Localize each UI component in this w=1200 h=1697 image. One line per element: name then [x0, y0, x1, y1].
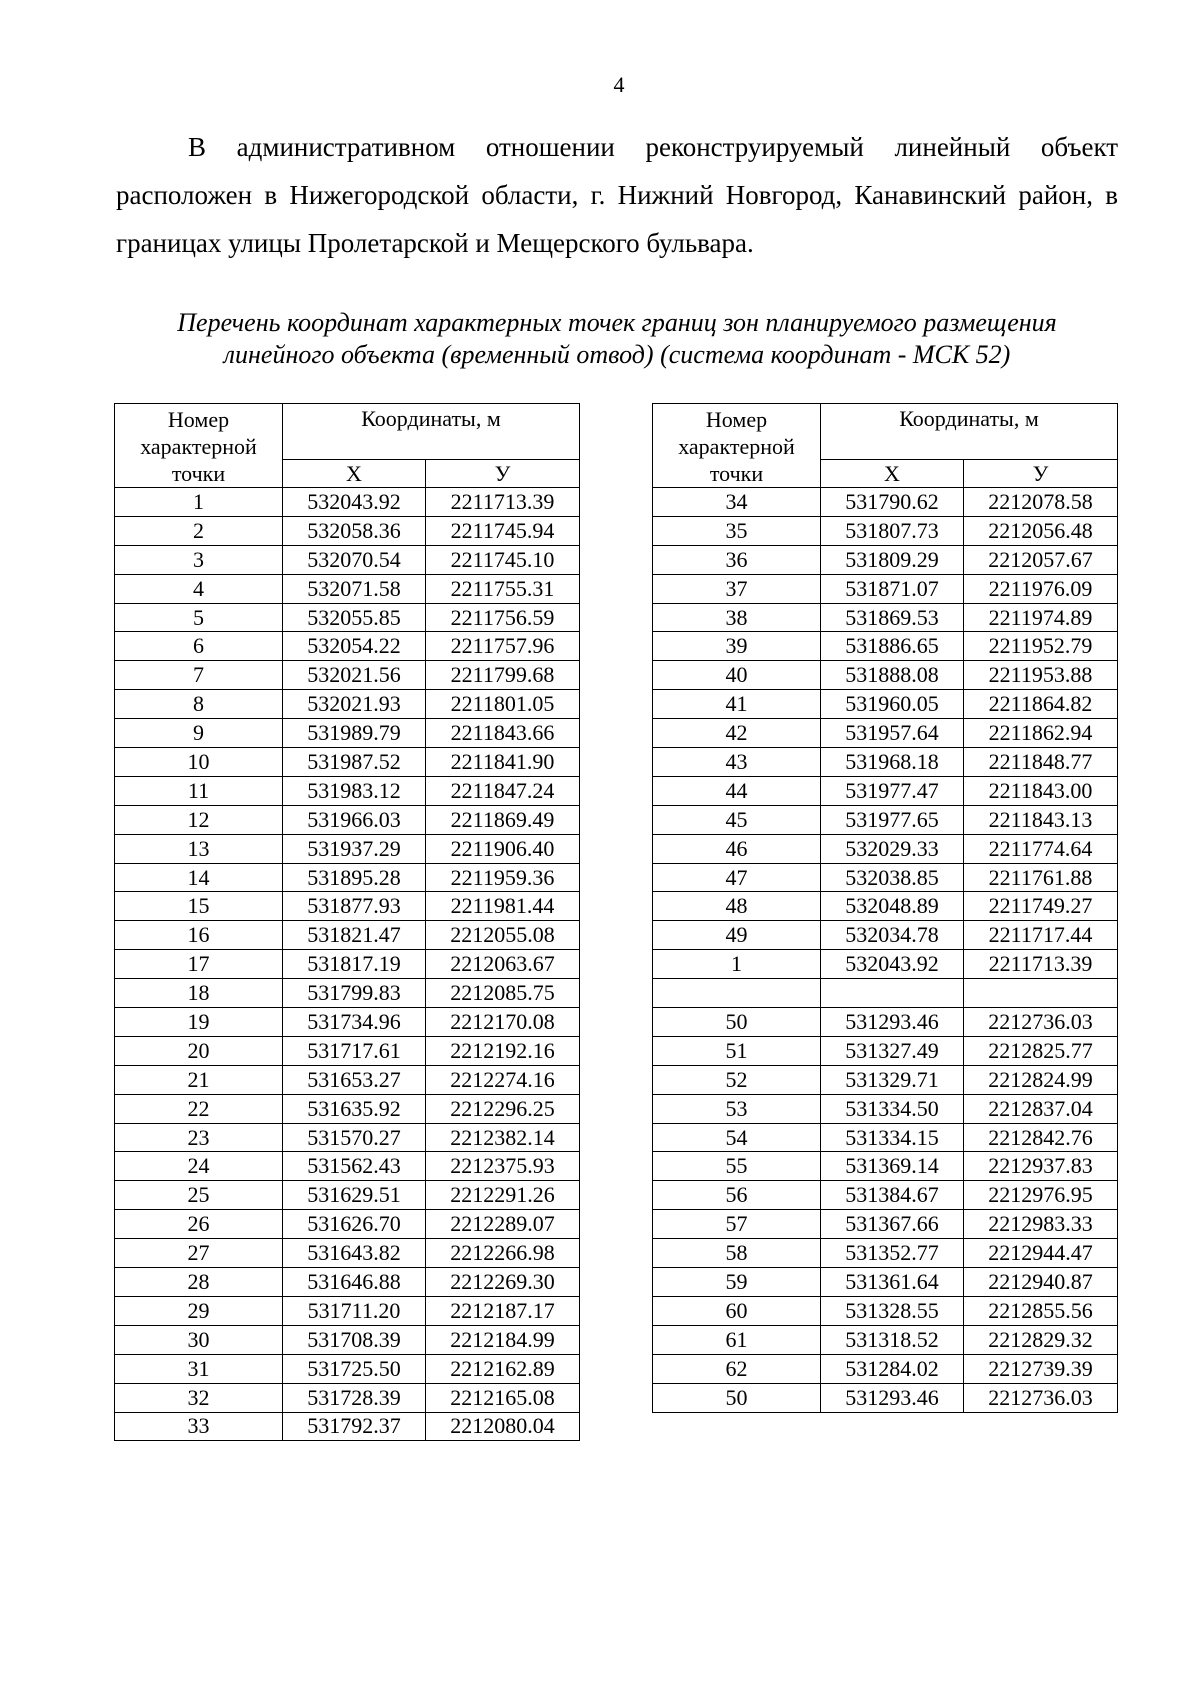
point-number-cell: 5 [115, 603, 283, 632]
y-coordinate-cell: 2212976.95 [964, 1181, 1118, 1210]
y-coordinate-cell: 2212842.76 [964, 1123, 1118, 1152]
x-coordinate-cell: 531643.82 [283, 1239, 426, 1268]
x-coordinate-cell: 531886.65 [821, 632, 964, 661]
point-number-cell: 21 [115, 1065, 283, 1094]
x-coordinate-cell: 531626.70 [283, 1210, 426, 1239]
y-coordinate-cell: 2211745.94 [426, 516, 580, 545]
x-coordinate-cell [821, 979, 964, 1008]
x-coordinate-cell: 532071.58 [283, 574, 426, 603]
point-number-cell: 33 [115, 1412, 283, 1441]
y-coordinate-cell: 2211713.39 [426, 488, 580, 517]
y-coordinate-cell: 2211761.88 [964, 863, 1118, 892]
table-row [653, 1123, 1118, 1152]
point-number-cell: 49 [653, 921, 821, 950]
point-number-cell: 4 [115, 574, 283, 603]
y-coordinate-cell: 2211843.00 [964, 776, 1118, 805]
x-coordinate-cell: 531821.47 [283, 921, 426, 950]
table-row [115, 1412, 580, 1441]
x-coordinate-cell: 531960.05 [821, 690, 964, 719]
y-coordinate-cell: 2212296.25 [426, 1094, 580, 1123]
table-row [653, 892, 1118, 921]
table-row [653, 776, 1118, 805]
table-row [653, 1210, 1118, 1239]
x-coordinate-cell: 532055.85 [283, 603, 426, 632]
intro-paragraph: В административном отношении реконструируемый линейный объект расположен в Нижегородской области, г. Нижний Новгород, Канавинский район, в границах улицы Пролетарской и Мещерского бульвара. [116, 132, 1118, 258]
x-coordinate-cell: 531966.03 [283, 805, 426, 834]
x-coordinate-cell: 531869.53 [821, 603, 964, 632]
y-coordinate-cell: 2212184.99 [426, 1325, 580, 1354]
table-row [653, 1008, 1118, 1037]
table-row [115, 516, 580, 545]
table-body [653, 488, 1118, 1413]
x-coordinate-cell: 531327.49 [821, 1036, 964, 1065]
table-row [653, 545, 1118, 574]
table-row [115, 892, 580, 921]
point-number-cell: 60 [653, 1296, 821, 1325]
point-number-cell: 61 [653, 1325, 821, 1354]
table-row [115, 1008, 580, 1037]
point-number-cell: 55 [653, 1152, 821, 1181]
point-number-cell: 46 [653, 834, 821, 863]
y-coordinate-cell: 2212855.56 [964, 1296, 1118, 1325]
point-number-cell: 20 [115, 1036, 283, 1065]
table-row [115, 574, 580, 603]
point-number-cell: 38 [653, 603, 821, 632]
point-number-cell: 32 [115, 1383, 283, 1412]
point-number-cell: 2 [115, 516, 283, 545]
table-row [653, 748, 1118, 777]
x-coordinate-cell: 531717.61 [283, 1036, 426, 1065]
point-number-cell: 35 [653, 516, 821, 545]
table-row [115, 1354, 580, 1383]
table-row [115, 921, 580, 950]
y-coordinate-cell: 2211801.05 [426, 690, 580, 719]
y-coordinate-cell: 2212375.93 [426, 1152, 580, 1181]
x-coordinate-cell: 531937.29 [283, 834, 426, 863]
y-coordinate-cell: 2211869.49 [426, 805, 580, 834]
x-coordinate-cell: 531734.96 [283, 1008, 426, 1037]
table-row [653, 1181, 1118, 1210]
table-row [115, 1268, 580, 1297]
y-coordinate-cell: 2211745.10 [426, 545, 580, 574]
point-number-cell: 22 [115, 1094, 283, 1123]
y-coordinate-cell: 2212937.83 [964, 1152, 1118, 1181]
point-number-cell: 27 [115, 1239, 283, 1268]
y-coordinate-cell: 2212382.14 [426, 1123, 580, 1152]
x-coordinate-cell: 531957.64 [821, 719, 964, 748]
table-row [653, 863, 1118, 892]
table-row [115, 1123, 580, 1152]
y-coordinate-cell: 2211953.88 [964, 661, 1118, 690]
y-coordinate-cell: 2212063.67 [426, 950, 580, 979]
y-coordinate-cell: 2211774.64 [964, 834, 1118, 863]
table-row [653, 805, 1118, 834]
table-row [653, 1152, 1118, 1181]
point-number-cell: 18 [115, 979, 283, 1008]
point-number-cell: 6 [115, 632, 283, 661]
table-row [115, 805, 580, 834]
table-row [115, 1094, 580, 1123]
table-row [653, 488, 1118, 517]
point-number-cell: 42 [653, 719, 821, 748]
point-number-cell: 43 [653, 748, 821, 777]
x-coordinate-cell: 531329.71 [821, 1065, 964, 1094]
point-number-cell: 26 [115, 1210, 283, 1239]
table-row [653, 603, 1118, 632]
y-coordinate-cell: 2211976.09 [964, 574, 1118, 603]
x-coordinate-cell: 531334.50 [821, 1094, 964, 1123]
y-coordinate-cell: 2212291.26 [426, 1181, 580, 1210]
point-number-cell: 50 [653, 1383, 821, 1412]
x-coordinate-cell: 531895.28 [283, 863, 426, 892]
x-coordinate-cell: 531888.08 [821, 661, 964, 690]
x-coordinate-cell: 532021.93 [283, 690, 426, 719]
page-number: 4 [613, 72, 625, 97]
point-number-cell: 12 [115, 805, 283, 834]
point-number-cell: 10 [115, 748, 283, 777]
y-coordinate-cell: 2212266.98 [426, 1239, 580, 1268]
y-coordinate-cell: 2211864.82 [964, 690, 1118, 719]
x-coordinate-cell: 531987.52 [283, 748, 426, 777]
point-number-cell: 57 [653, 1210, 821, 1239]
y-coordinate-cell: 2211713.39 [964, 950, 1118, 979]
point-number-cell: 11 [115, 776, 283, 805]
point-number-cell: 41 [653, 690, 821, 719]
x-coordinate-cell: 531318.52 [821, 1325, 964, 1354]
x-coordinate-cell: 532048.89 [821, 892, 964, 921]
table-row [653, 1239, 1118, 1268]
y-coordinate-cell: 2212825.77 [964, 1036, 1118, 1065]
point-number-cell: 16 [115, 921, 283, 950]
x-coordinate-cell: 531570.27 [283, 1123, 426, 1152]
x-coordinate-cell: 531983.12 [283, 776, 426, 805]
x-coordinate-cell: 531977.65 [821, 805, 964, 834]
header-x: Х [821, 460, 964, 488]
point-number-cell: 19 [115, 1008, 283, 1037]
table-row [653, 1036, 1118, 1065]
x-coordinate-cell: 531799.83 [283, 979, 426, 1008]
x-coordinate-cell: 532021.56 [283, 661, 426, 690]
table-row [653, 1354, 1118, 1383]
x-coordinate-cell: 531817.19 [283, 950, 426, 979]
y-coordinate-cell [964, 979, 1118, 1008]
table-row [115, 1181, 580, 1210]
table-row [653, 950, 1118, 979]
y-coordinate-cell: 2212824.99 [964, 1065, 1118, 1094]
x-coordinate-cell: 532043.92 [283, 488, 426, 517]
x-coordinate-cell: 531293.46 [821, 1008, 964, 1037]
y-coordinate-cell: 2211906.40 [426, 834, 580, 863]
y-coordinate-cell: 2211847.24 [426, 776, 580, 805]
table-row [653, 632, 1118, 661]
y-coordinate-cell: 2212289.07 [426, 1210, 580, 1239]
header-point-number: Номер характерной точки [653, 404, 821, 488]
point-number-cell: 1 [115, 488, 283, 517]
x-coordinate-cell: 531562.43 [283, 1152, 426, 1181]
y-coordinate-cell: 2212170.08 [426, 1008, 580, 1037]
y-coordinate-cell: 2212080.04 [426, 1412, 580, 1441]
coordinates-table-left [114, 403, 580, 1441]
point-number-cell: 52 [653, 1065, 821, 1094]
table-row [115, 1036, 580, 1065]
x-coordinate-cell: 531728.39 [283, 1383, 426, 1412]
point-number-cell: 58 [653, 1239, 821, 1268]
point-number-cell: 40 [653, 661, 821, 690]
y-coordinate-cell: 2212057.67 [964, 545, 1118, 574]
y-coordinate-cell: 2212837.04 [964, 1094, 1118, 1123]
table-row [115, 603, 580, 632]
x-coordinate-cell: 531989.79 [283, 719, 426, 748]
point-number-cell: 23 [115, 1123, 283, 1152]
header-coordinates: Координаты, м [283, 404, 580, 460]
table-row [653, 516, 1118, 545]
y-coordinate-cell: 2211843.66 [426, 719, 580, 748]
y-coordinate-cell: 2211755.31 [426, 574, 580, 603]
table-row [115, 632, 580, 661]
table-row [653, 1065, 1118, 1094]
table-row [115, 488, 580, 517]
point-number-cell: 8 [115, 690, 283, 719]
table-row [115, 950, 580, 979]
table-row [115, 1383, 580, 1412]
x-coordinate-cell: 532043.92 [821, 950, 964, 979]
table-row [115, 1152, 580, 1181]
y-coordinate-cell: 2212078.58 [964, 488, 1118, 517]
y-coordinate-cell: 2212165.08 [426, 1383, 580, 1412]
y-coordinate-cell: 2212940.87 [964, 1268, 1118, 1297]
point-number-cell: 62 [653, 1354, 821, 1383]
x-coordinate-cell: 531725.50 [283, 1354, 426, 1383]
table-row [653, 1383, 1118, 1412]
y-coordinate-cell: 2211843.13 [964, 805, 1118, 834]
point-number-cell: 51 [653, 1036, 821, 1065]
x-coordinate-cell: 531629.51 [283, 1181, 426, 1210]
table-row [115, 1065, 580, 1094]
point-number-cell: 50 [653, 1008, 821, 1037]
table-row [653, 1296, 1118, 1325]
x-coordinate-cell: 531968.18 [821, 748, 964, 777]
point-number-cell: 30 [115, 1325, 283, 1354]
x-coordinate-cell: 532029.33 [821, 834, 964, 863]
x-coordinate-cell: 531635.92 [283, 1094, 426, 1123]
x-coordinate-cell: 531792.37 [283, 1412, 426, 1441]
y-coordinate-cell: 2211757.96 [426, 632, 580, 661]
x-coordinate-cell: 532038.85 [821, 863, 964, 892]
y-coordinate-cell: 2211756.59 [426, 603, 580, 632]
x-coordinate-cell: 531334.15 [821, 1123, 964, 1152]
y-coordinate-cell: 2212274.16 [426, 1065, 580, 1094]
table-row [115, 690, 580, 719]
x-coordinate-cell: 531790.62 [821, 488, 964, 517]
y-coordinate-cell: 2211749.27 [964, 892, 1118, 921]
y-coordinate-cell: 2212055.08 [426, 921, 580, 950]
table-row [653, 834, 1118, 863]
table-body [115, 488, 580, 1441]
table-row [115, 1296, 580, 1325]
y-coordinate-cell: 2211981.44 [426, 892, 580, 921]
point-number-cell: 28 [115, 1268, 283, 1297]
x-coordinate-cell: 531807.73 [821, 516, 964, 545]
point-number-cell: 9 [115, 719, 283, 748]
y-coordinate-cell: 2211959.36 [426, 863, 580, 892]
point-number-cell: 34 [653, 488, 821, 517]
table-row [653, 690, 1118, 719]
x-coordinate-cell: 531328.55 [821, 1296, 964, 1325]
y-coordinate-cell: 2212736.03 [964, 1008, 1118, 1037]
table-row [115, 719, 580, 748]
table-row [115, 863, 580, 892]
table-row [115, 979, 580, 1008]
y-coordinate-cell: 2212269.30 [426, 1268, 580, 1297]
y-coordinate-cell: 2211841.90 [426, 748, 580, 777]
point-number-cell: 17 [115, 950, 283, 979]
point-number-cell: 45 [653, 805, 821, 834]
point-number-cell: 39 [653, 632, 821, 661]
x-coordinate-cell: 531871.07 [821, 574, 964, 603]
table-row [115, 1239, 580, 1268]
x-coordinate-cell: 531369.14 [821, 1152, 964, 1181]
y-coordinate-cell: 2212085.75 [426, 979, 580, 1008]
header-y: У [426, 460, 580, 488]
x-coordinate-cell: 532070.54 [283, 545, 426, 574]
x-coordinate-cell: 532054.22 [283, 632, 426, 661]
point-number-cell: 48 [653, 892, 821, 921]
table-row [653, 719, 1118, 748]
table-row [653, 979, 1118, 1008]
table-row [115, 1210, 580, 1239]
table-row [653, 661, 1118, 690]
table-row [115, 545, 580, 574]
point-number-cell: 13 [115, 834, 283, 863]
table-row [115, 748, 580, 777]
header-x: Х [283, 460, 426, 488]
x-coordinate-cell: 531361.64 [821, 1268, 964, 1297]
x-coordinate-cell: 532058.36 [283, 516, 426, 545]
point-number-cell: 56 [653, 1181, 821, 1210]
point-number-cell [653, 979, 821, 1008]
y-coordinate-cell: 2212944.47 [964, 1239, 1118, 1268]
point-number-cell: 37 [653, 574, 821, 603]
x-coordinate-cell: 531352.77 [821, 1239, 964, 1268]
header-y: У [964, 460, 1118, 488]
y-coordinate-cell: 2211848.77 [964, 748, 1118, 777]
x-coordinate-cell: 531284.02 [821, 1354, 964, 1383]
y-coordinate-cell: 2212162.89 [426, 1354, 580, 1383]
point-number-cell: 59 [653, 1268, 821, 1297]
table-row [653, 574, 1118, 603]
table-row [115, 834, 580, 863]
y-coordinate-cell: 2212983.33 [964, 1210, 1118, 1239]
x-coordinate-cell: 531711.20 [283, 1296, 426, 1325]
point-number-cell: 3 [115, 545, 283, 574]
point-number-cell: 1 [653, 950, 821, 979]
coordinates-table-right [652, 403, 1118, 1413]
header-coordinates: Координаты, м [821, 404, 1118, 460]
y-coordinate-cell: 2211952.79 [964, 632, 1118, 661]
point-number-cell: 54 [653, 1123, 821, 1152]
x-coordinate-cell: 531809.29 [821, 545, 964, 574]
point-number-cell: 53 [653, 1094, 821, 1123]
point-number-cell: 29 [115, 1296, 283, 1325]
y-coordinate-cell: 2212739.39 [964, 1354, 1118, 1383]
x-coordinate-cell: 532034.78 [821, 921, 964, 950]
point-number-cell: 15 [115, 892, 283, 921]
x-coordinate-cell: 531977.47 [821, 776, 964, 805]
caption-line-2: линейного объекта (временный отвод) (система координат - МСК 52) [223, 340, 1011, 369]
table-row [653, 1325, 1118, 1354]
x-coordinate-cell: 531708.39 [283, 1325, 426, 1354]
table-caption [116, 307, 1118, 371]
point-number-cell: 36 [653, 545, 821, 574]
x-coordinate-cell: 531877.93 [283, 892, 426, 921]
point-number-cell: 44 [653, 776, 821, 805]
x-coordinate-cell: 531653.27 [283, 1065, 426, 1094]
table-row [653, 921, 1118, 950]
y-coordinate-cell: 2211717.44 [964, 921, 1118, 950]
x-coordinate-cell: 531293.46 [821, 1383, 964, 1412]
y-coordinate-cell: 2211974.89 [964, 603, 1118, 632]
caption-line-1: Перечень координат характерных точек границ зон планируемого размещения [177, 308, 1057, 337]
table-row [653, 1268, 1118, 1297]
y-coordinate-cell: 2212187.17 [426, 1296, 580, 1325]
point-number-cell: 25 [115, 1181, 283, 1210]
y-coordinate-cell: 2211862.94 [964, 719, 1118, 748]
table-row [653, 1094, 1118, 1123]
point-number-cell: 31 [115, 1354, 283, 1383]
y-coordinate-cell: 2212192.16 [426, 1036, 580, 1065]
point-number-cell: 24 [115, 1152, 283, 1181]
x-coordinate-cell: 531367.66 [821, 1210, 964, 1239]
point-number-cell: 7 [115, 661, 283, 690]
point-number-cell: 14 [115, 863, 283, 892]
y-coordinate-cell: 2212736.03 [964, 1383, 1118, 1412]
table-row [115, 776, 580, 805]
table-row [115, 661, 580, 690]
x-coordinate-cell: 531384.67 [821, 1181, 964, 1210]
y-coordinate-cell: 2212829.32 [964, 1325, 1118, 1354]
point-number-cell: 47 [653, 863, 821, 892]
y-coordinate-cell: 2211799.68 [426, 661, 580, 690]
header-point-number: Номер характерной точки [115, 404, 283, 488]
table-row [115, 1325, 580, 1354]
y-coordinate-cell: 2212056.48 [964, 516, 1118, 545]
x-coordinate-cell: 531646.88 [283, 1268, 426, 1297]
